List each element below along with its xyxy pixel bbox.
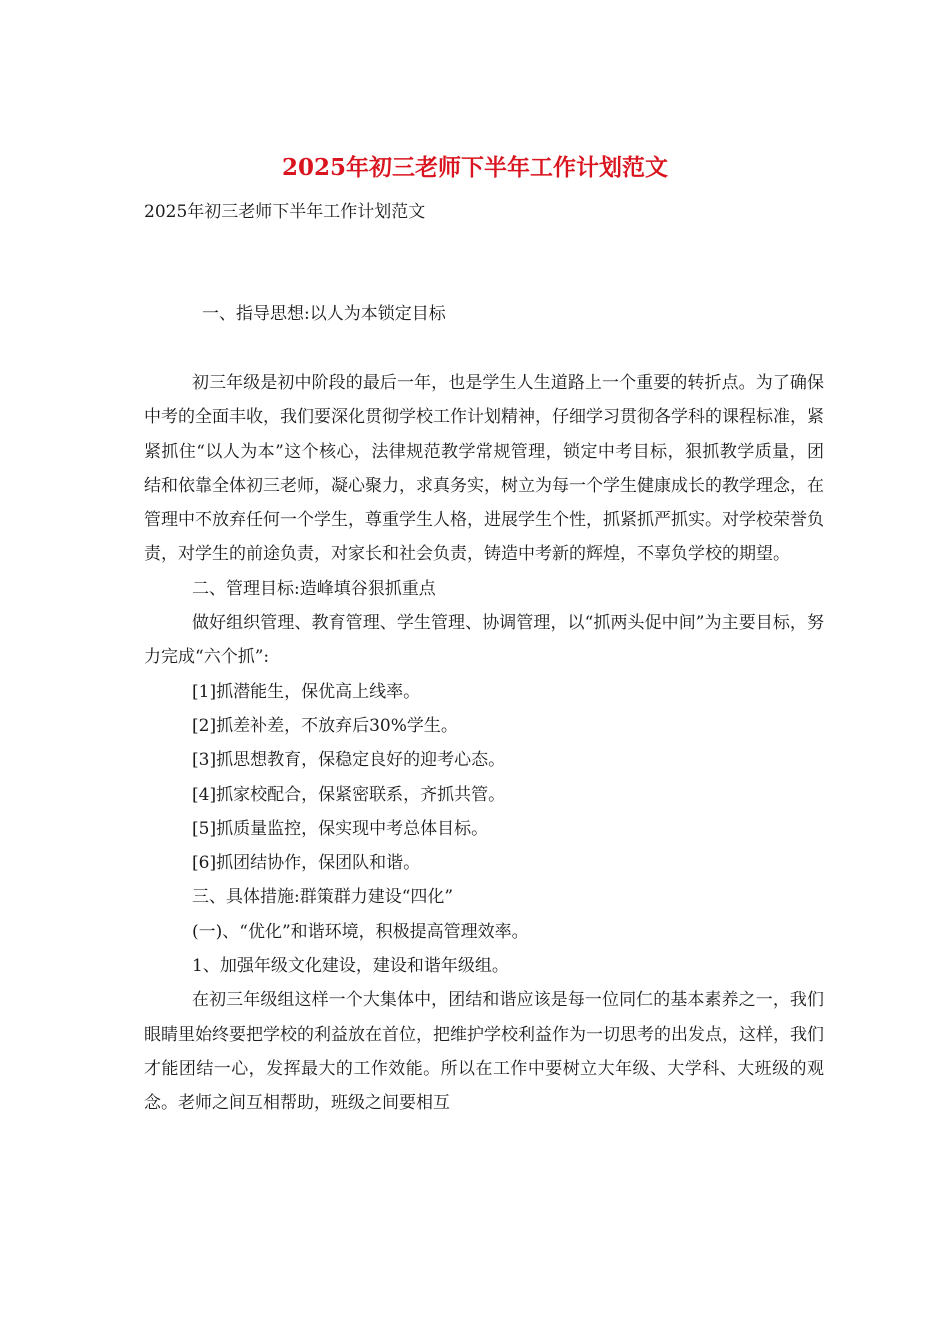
list-item: [6]抓团结协作，保团队和谐。: [192, 853, 421, 874]
list-item: [5]抓质量监控，保实现中考总体目标。: [192, 818, 489, 839]
section-3-heading: 三、具体措施:群策群力建设“四化”: [192, 887, 454, 908]
list-item: [3]抓思想教育，保稳定良好的迎考心态。: [192, 750, 506, 771]
list-item: [1]抓潜能生，保优高上线率。: [192, 681, 421, 702]
document-subtitle: 2025年初三老师下半年工作计划范文: [144, 202, 426, 222]
list-item: [2]抓差补差，不放弃后30%学生。: [192, 715, 458, 736]
paragraph-2: 做好组织管理、教育管理、学生管理、协调管理，以“抓两头促中间”为主要目标，努力完成“六个抓”:: [144, 613, 824, 668]
point-1-heading: 1、加强年级文化建设，建设和谐年级组。: [192, 956, 509, 977]
document-body: [144, 366, 824, 1121]
list-item: [4]抓家校配合，保紧密联系，齐抓共管。: [192, 784, 506, 805]
section-2-heading: 二、管理目标:造峰填谷狠抓重点: [192, 578, 436, 599]
section-1-heading: 一、指导思想:以人为本锁定目标: [202, 304, 446, 324]
paragraph-1: 初三年级是初中阶段的最后一年，也是学生人生道路上一个重要的转折点。为了确保中考的全面丰收，我们要深化贯彻学校工作计划精神，仔细学习贯彻各学科的课程标准，紧紧抓住“以人为本”这个核心，法律规范教学常规管理，锁定中考目标，狠抓教学质量，团结和依靠全体初三老师，凝心聚力，求真务实，树立为每一个学生健康成长的教学理念，在管理中不放弃任何一个学生，尊重学生人格，进展学生个性，抓紧抓严抓实。对学校荣誉负责，对学生的前途负责，对家长和社会负责，铸造中考新的辉煌，不辜负学校的期望。: [144, 373, 824, 565]
document-title: 2025年初三老师下半年工作计划范文: [281, 154, 668, 181]
paragraph-3: 在初三年级组这样一个大集体中，团结和谐应该是每一位同仁的基本素养之一，我们眼睛里始终要把学校的利益放在首位，把维护学校利益作为一切思考的出发点，这样，我们才能团结一心，发挥最大的工作效能。所以在工作中要树立大年级、大学科、大班级的观念。老师之间互相帮助，班级之间要相互: [144, 990, 824, 1114]
subsection-1-heading: (一)、“优化”和谐环境，积极提高管理效率。: [192, 921, 529, 942]
